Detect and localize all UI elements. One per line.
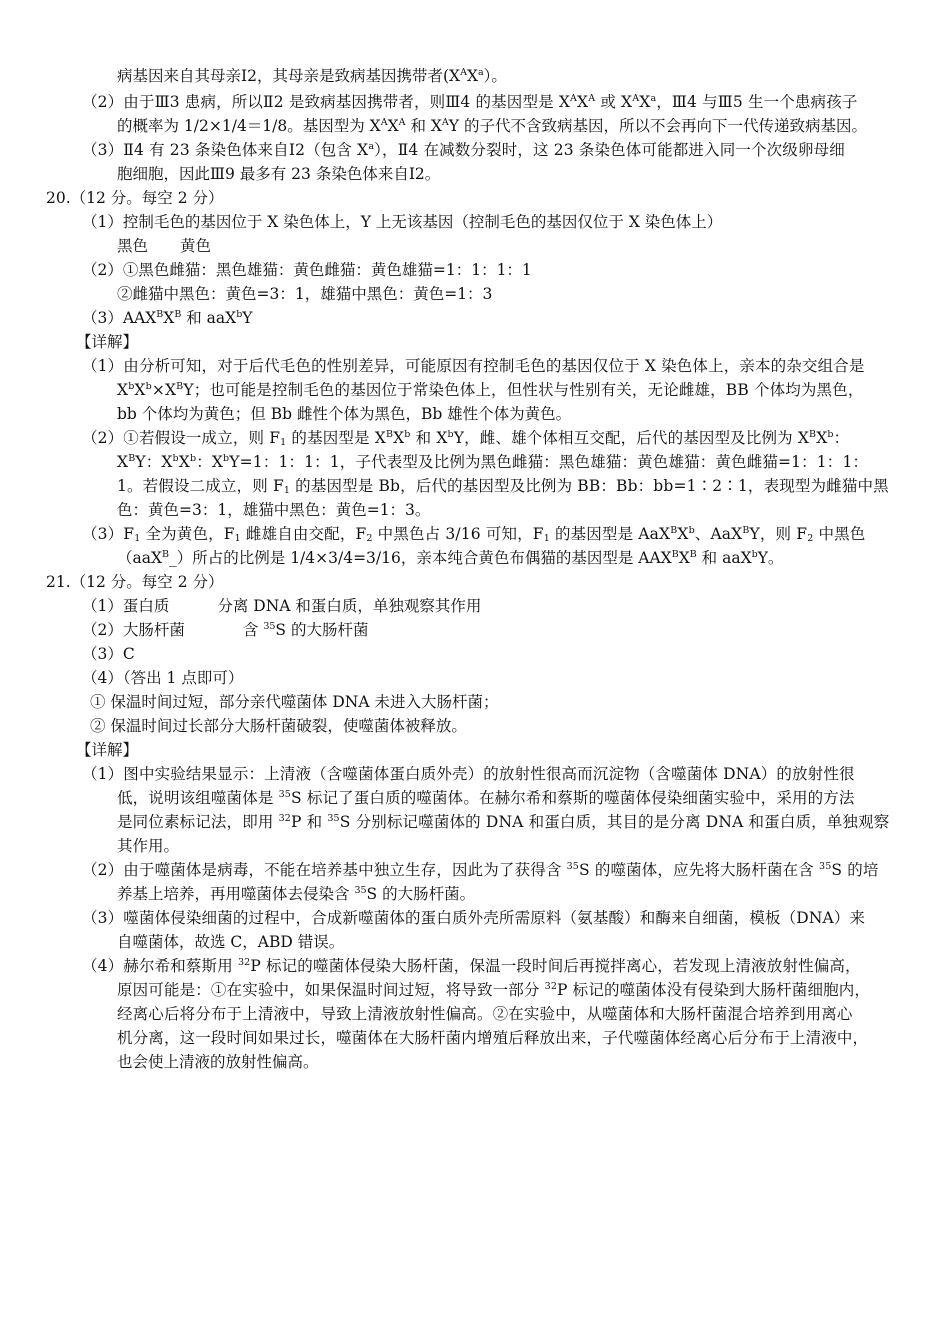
q21-answer-1: （1）蛋白质 分离 DNA 和蛋白质，单独观察其作用 — [82, 597, 482, 615]
q21-detail-4-line5: 也会使上清液的放射性偏高。 — [117, 1053, 319, 1071]
q21-detail-1-line4: 其作用。 — [117, 837, 180, 855]
q20-answer-1: （1）控制毛色的基因位于 X 染色体上，Y 上无该基因（控制毛色的基因仅位于 X 染色体上） — [82, 213, 723, 231]
q21-detail-1-line1: （1）图中实验结果显示：上清液（含噬菌体蛋白质外壳）的放射性很高而沉淀物（含噬菌体 DNA）的放射性很 — [82, 765, 855, 783]
q21-answer-4-option2: ② 保温时间过长部分大肠杆菌破裂，使噬菌体被释放。 — [90, 717, 467, 735]
q21-detail-3-line1: （3）噬菌体侵染细菌的过程中，合成新噬菌体的蛋白质外壳所需原料（氨基酸）和酶来自细菌，模板（DNA）来 — [82, 909, 866, 927]
q20-detail-label: 【详解】 — [76, 333, 139, 351]
q21-detail-2-line1: （2）由于噬菌体是病毒，不能在培养基中独立生存，因此为了获得含 $^{35}$S 的噬菌体，应先将大肠杆菌在含 $^{35}$S 的培 — [82, 861, 879, 879]
q20-detail-2-line2: $X^BY$：$X^bX^b$：$X^bY=1$：1：1：1，子代表型及比例为黑色雌猫：黑色雄猫：黄色雄猫：黄色雌猫=1：1：1： — [117, 453, 869, 471]
q21-detail-4-line4: 机分离，这一段时间如果过长，噬菌体在大肠杆菌内增殖后释放出来，子代噬菌体经离心后分布于上清液中， — [117, 1029, 869, 1047]
q21-answer-4-option1: ① 保温时间过短，部分亲代噬菌体 DNA 未进入大肠杆菌； — [90, 693, 499, 711]
q19-text-line: 病基因来自其母亲Ⅰ2，其母亲是致病基因携带者$(X^AX^a)$。 — [117, 67, 507, 85]
q21-answer-2: （2）大肠杆菌 含 $^{35}$S 的大肠杆菌 — [82, 621, 369, 639]
q21-detail-1-line2: 低，说明该组噬菌体是 $^{35}$S 标记了蛋白质的噬菌体。在赫尔希和蔡斯的噬菌体侵染细菌实验中，采用的方法 — [117, 789, 855, 807]
q21-header: 21.（12 分。每空 2 分） — [46, 573, 224, 591]
q21-detail-4-line3: 经离心后将分布于上清液中，导致上清液放射性偏高。②在实验中，从噬菌体和大肠杆菌混合培养到用离心 — [117, 1005, 853, 1023]
q20-detail-1-line1: （1）由分析可知，对于后代毛色的性别差异，可能原因有控制毛色的基因仅位于 X 染色体上，亲本的杂交组合是 — [82, 357, 865, 375]
q21-detail-1-line3: 是同位素标记法，即用 $^{32}$P 和 $^{35}$S 分别标记噬菌体的 DNA 和蛋白质，其目的是分离 DNA 和蛋白质，单独观察 — [117, 813, 890, 831]
q21-answer-3: （3）C — [82, 645, 135, 663]
q20-detail-2-line3: 1。若假设二成立，则 $F_1$ 的基因型是 Bb，后代的基因型及比例为 BB：Bb：bb=1∶2∶1，表现型为雌猫中黑 — [117, 477, 889, 496]
q20-detail-2-line4: 色：黄色=3：1，雄猫中黑色：黄色=1：3。 — [117, 501, 431, 519]
q21-detail-2-line2: 养基上培养，再用噬菌体去侵染含 $^{35}$S 的大肠杆菌。 — [117, 885, 476, 903]
q20-detail-1-line3: bb 个体均为黄色；但 Bb 雌性个体为黑色，Bb 雄性个体为黄色。 — [117, 405, 572, 423]
q20-header: 20.（12 分。每空 2 分） — [46, 189, 224, 207]
q21-answer-4: （4）（答出 1 点即可） — [82, 669, 244, 687]
q21-detail-4-line1: （4）赫尔希和蔡斯用 $^{32}$P 标记的噬菌体侵染大肠杆菌，保温一段时间后再搅拌离心，若发现上清液放射性偏高， — [82, 957, 861, 975]
q19-answer-2-line1: （2）由于Ⅲ3 患病，所以Ⅱ2 是致病基因携带者，则Ⅲ4 的基因型是 $X^AX^A$ 或 $X^AX^a$，Ⅲ4 与Ⅲ5 生一个患病孩子 — [82, 93, 858, 111]
q21-detail-label: 【详解】 — [76, 741, 139, 759]
q19-answer-3-line1: （3）Ⅱ4 有 23 条染色体来自Ⅰ2（包含 $X^a$），Ⅱ4 在减数分裂时，这 23 条染色体可能都进入同一个次级卵母细 — [82, 141, 845, 159]
q20-answer-2a: （2）①黑色雌猫：黑色雄猫：黄色雌猫：黄色雄猫=1：1：1：1 — [82, 261, 532, 279]
q20-detail-1-line2: $X^bX^b\times X^BY$；也可能是控制毛色的基因位于常染色体上，但性状与性别有关，无论雌雄，BB 个体均为黑色， — [117, 381, 864, 399]
q19-answer-3-line2: 胞细胞，因此Ⅲ9 最多有 23 条染色体来自Ⅰ2。 — [117, 165, 441, 183]
q20-detail-3-line1: $(3)F_1$ 全为黄色，$F_1$ 雌雄自由交配，$F_2$ 中黑色占 3/16 可知，$F_1$ 的基因型是 $AaX^BX^b$、AaX$^B$Y，则 $F_2$ 中黑色 — [82, 525, 866, 544]
q20-answer-3: $(3)AAX^BX^B$ 和 aaX$^b$Y — [82, 309, 253, 327]
q20-detail-2-line1: （2）①若假设一成立，则 $F_1$ 的基因型是 $X^BX^b$ 和 $X^bY$，雌、雄个体相互交配，后代的基因型及比例为 $X^BX^b$： — [82, 429, 850, 448]
q19-answer-2-line2: 的概率为 1/2×1/4＝1/8。基因型为 $X^AX^A$ 和 $X^AY$ 的子代不含致病基因，所以不会再向下一代传递致病基因。 — [117, 117, 867, 135]
q21-detail-4-line2: 原因可能是：①在实验中，如果保温时间过短，将导致一部分 $^{32}$P 标记的噬菌体没有侵染到大肠杆菌细胞内， — [117, 981, 871, 999]
q20-answer-2b: ②雌猫中黑色：黄色=3：1，雄猫中黑色：黄色=1：3 — [117, 285, 493, 303]
q21-detail-3-line2: 自噬菌体，故选 C，ABD 错误。 — [117, 933, 345, 951]
q20-answer-1-colors: 黑色 黄色 — [117, 237, 212, 255]
q20-detail-3-line2: （aaX$^B$_）所占的比例是 1/4×3/4=3/16，亲本纯合黄色布偶猫的基因型是 $AAX^BX^B$ 和 aaX$^b$Y。 — [117, 549, 784, 567]
